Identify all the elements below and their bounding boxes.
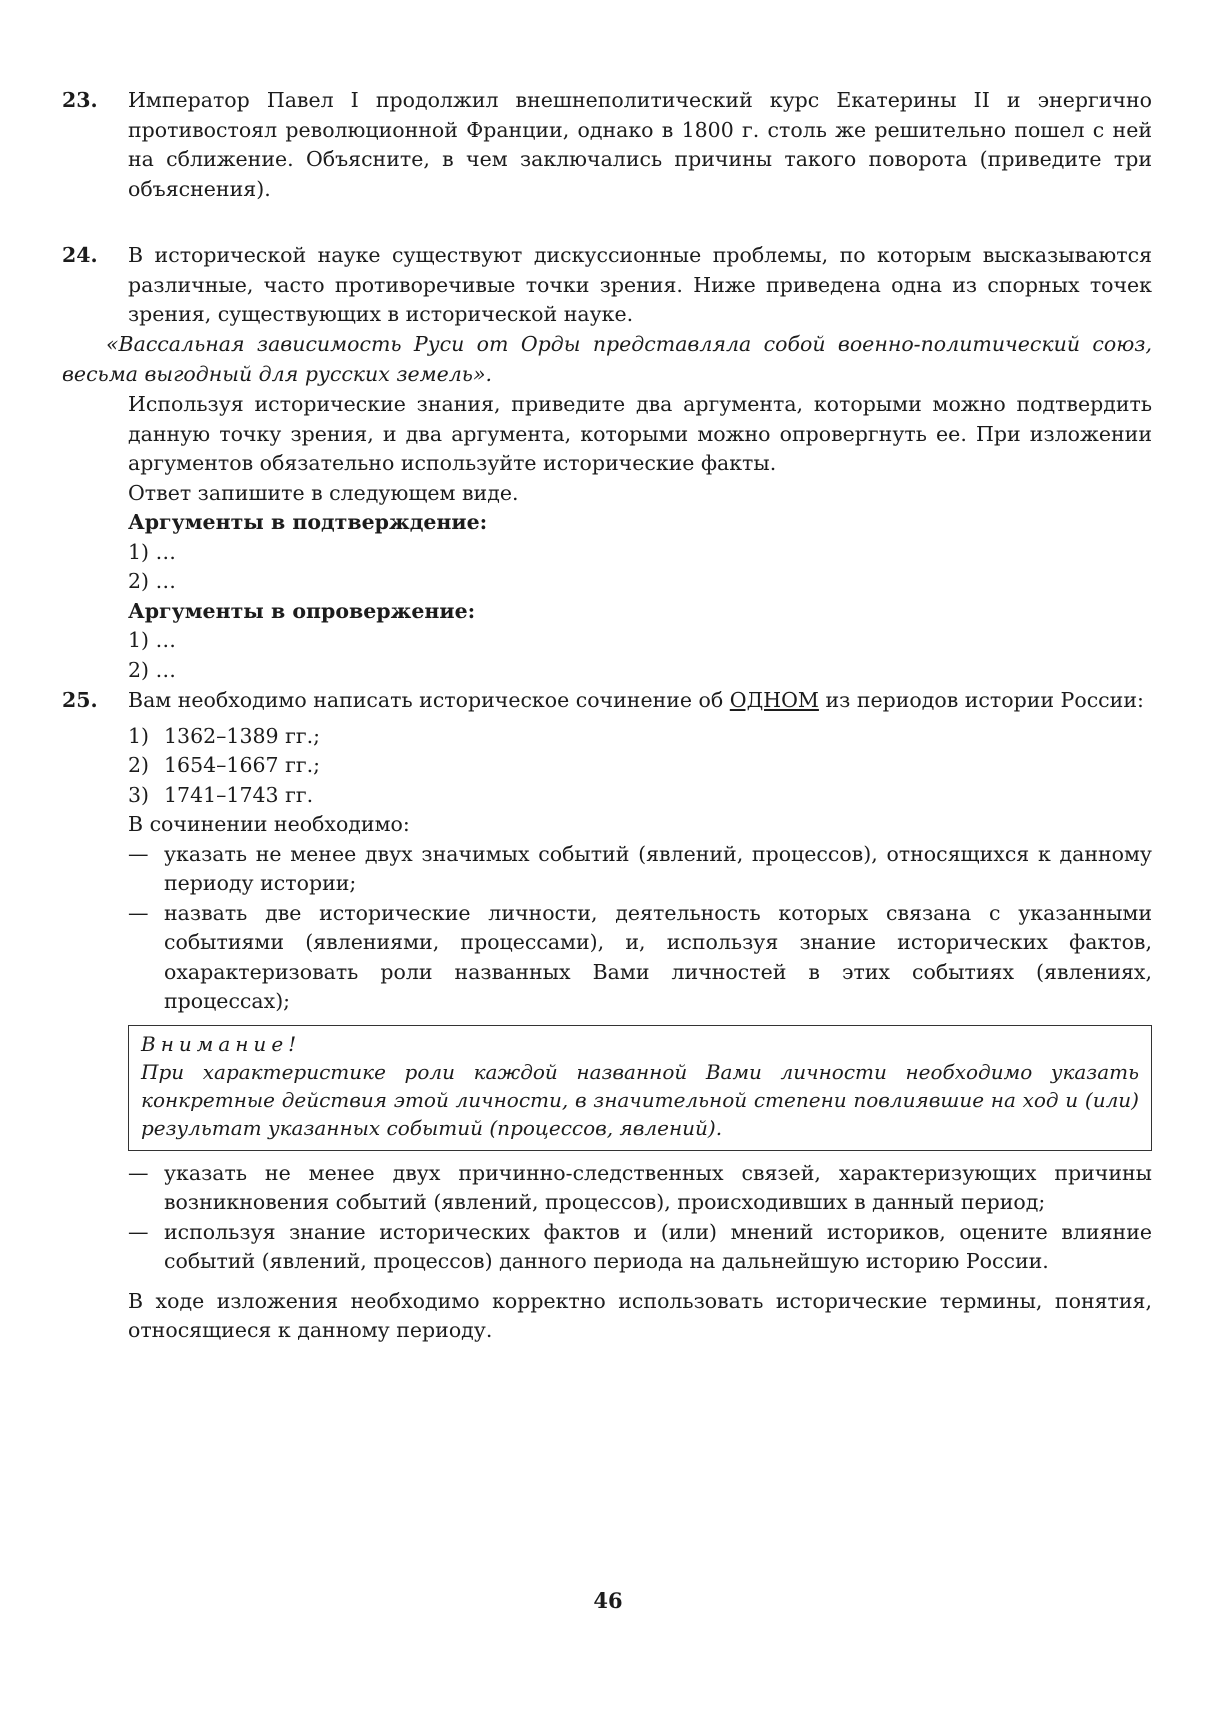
- period-text: 1362–1389 гг.;: [164, 723, 321, 748]
- requirement-item: [128, 840, 1152, 899]
- instruction-text: Используя исторические знания, приведите два аргумента, которыми можно подтвердить данную точку зрения, и два аргумента, которыми можно опровергнуть ее. При изложении аргументов обязательно используйте исторические факты.: [128, 392, 1152, 475]
- list-item: 1) …: [128, 628, 177, 652]
- requirement-item: [128, 899, 1152, 1017]
- task-text: Император Павел I продолжил внешнеполитический курс Екатерины II и энергично противостоял революционной Франции, однако в 1800 г. столь же решительно пошел с ней на сближение. Объясните, в чем заключались причины такого поворота (приведите три объяснения).: [128, 88, 1152, 201]
- page-number: 46: [593, 1588, 623, 1613]
- period-number: 2): [128, 753, 150, 777]
- task-24-instructions: [62, 390, 1152, 685]
- task-24: [62, 241, 1152, 330]
- requirement-text: указать не менее двух значимых событий (явлений, процессов), относящихся к данному периоду истории;: [164, 841, 1152, 895]
- period-text: 1741–1743 гг.: [164, 782, 314, 807]
- requirement-text: назвать две исторические личности, деятельность которых связана с указанными событиями (явлениями, процессами), и, используя знание исторических фактов, охарактеризовать роли названных Вами личностей в этих событиях (явлениях, процессах);: [164, 900, 1152, 1013]
- attention-heading: Внимание!: [141, 1031, 302, 1056]
- intro-after: из периодов истории России:: [825, 688, 1144, 712]
- period-number: 3): [128, 782, 150, 807]
- list-item: 2) …: [128, 657, 177, 682]
- requirement-text: указать не менее двух причинно-следственных связей, характеризующих причины возникновения событий (явлений, процессов), происходивших в данный период;: [164, 1160, 1152, 1214]
- task-25: [62, 686, 1152, 1346]
- task-intro: [128, 686, 1152, 716]
- period-number: 1): [128, 723, 150, 748]
- requirements-heading: В сочинении необходимо:: [128, 812, 410, 836]
- dash-marker: —: [128, 1219, 149, 1244]
- period-item: [128, 751, 1152, 781]
- confirm-heading: Аргументы в подтверждение:: [128, 510, 488, 534]
- list-item: 1) …: [128, 539, 177, 564]
- period-text: 1654–1667 гг.;: [164, 753, 321, 777]
- task-intro: В исторической науке существуют дискуссионные проблемы, по которым высказываются различные, часто противоречивые точки зрения. Ниже приведена одна из спорных точек зрения, существующих в исторической науке.: [128, 243, 1152, 326]
- period-item: [128, 722, 1152, 752]
- attention-box: [128, 1025, 1152, 1151]
- task-number: 25.: [62, 688, 98, 712]
- intro-before: Вам необходимо написать историческое сочинение об: [128, 688, 724, 712]
- answer-form-text: Ответ запишите в следующем виде.: [128, 480, 519, 505]
- attention-text: При характеристике роли каждой названной Вами личности необходимо указать конкретные действия этой личности, в значительной степени повлиявшие на ход и (или) результат указанных событий (процессов, явлений).: [141, 1059, 1139, 1140]
- task-number: 24.: [62, 243, 98, 267]
- task-23: [62, 86, 1152, 204]
- requirement-text: используя знание исторических фактов и (или) мнений историков, оцените влияние событий (явлений, процессов) данного периода на дальнейшую историю России.: [164, 1219, 1152, 1273]
- task-number: 23.: [62, 88, 98, 112]
- intro-emphasis: ОДНОМ: [729, 688, 819, 712]
- dash-marker: —: [128, 1160, 149, 1185]
- disputed-quote: «Вассальная зависимость Руси от Орды представляла собой военно-политический союз, весьма выгодный для русских земель».: [62, 332, 1152, 386]
- requirement-item: [128, 1159, 1152, 1218]
- dash-marker: —: [128, 841, 149, 866]
- period-item: [128, 781, 1152, 811]
- refute-heading: Аргументы в опровержение:: [128, 598, 476, 623]
- list-item: 2) …: [128, 569, 177, 593]
- dash-marker: —: [128, 900, 149, 925]
- requirement-item: [128, 1218, 1152, 1277]
- closing-text: В ходе изложения необходимо корректно использовать исторические термины, понятия, относящиеся к данному периоду.: [128, 1288, 1152, 1342]
